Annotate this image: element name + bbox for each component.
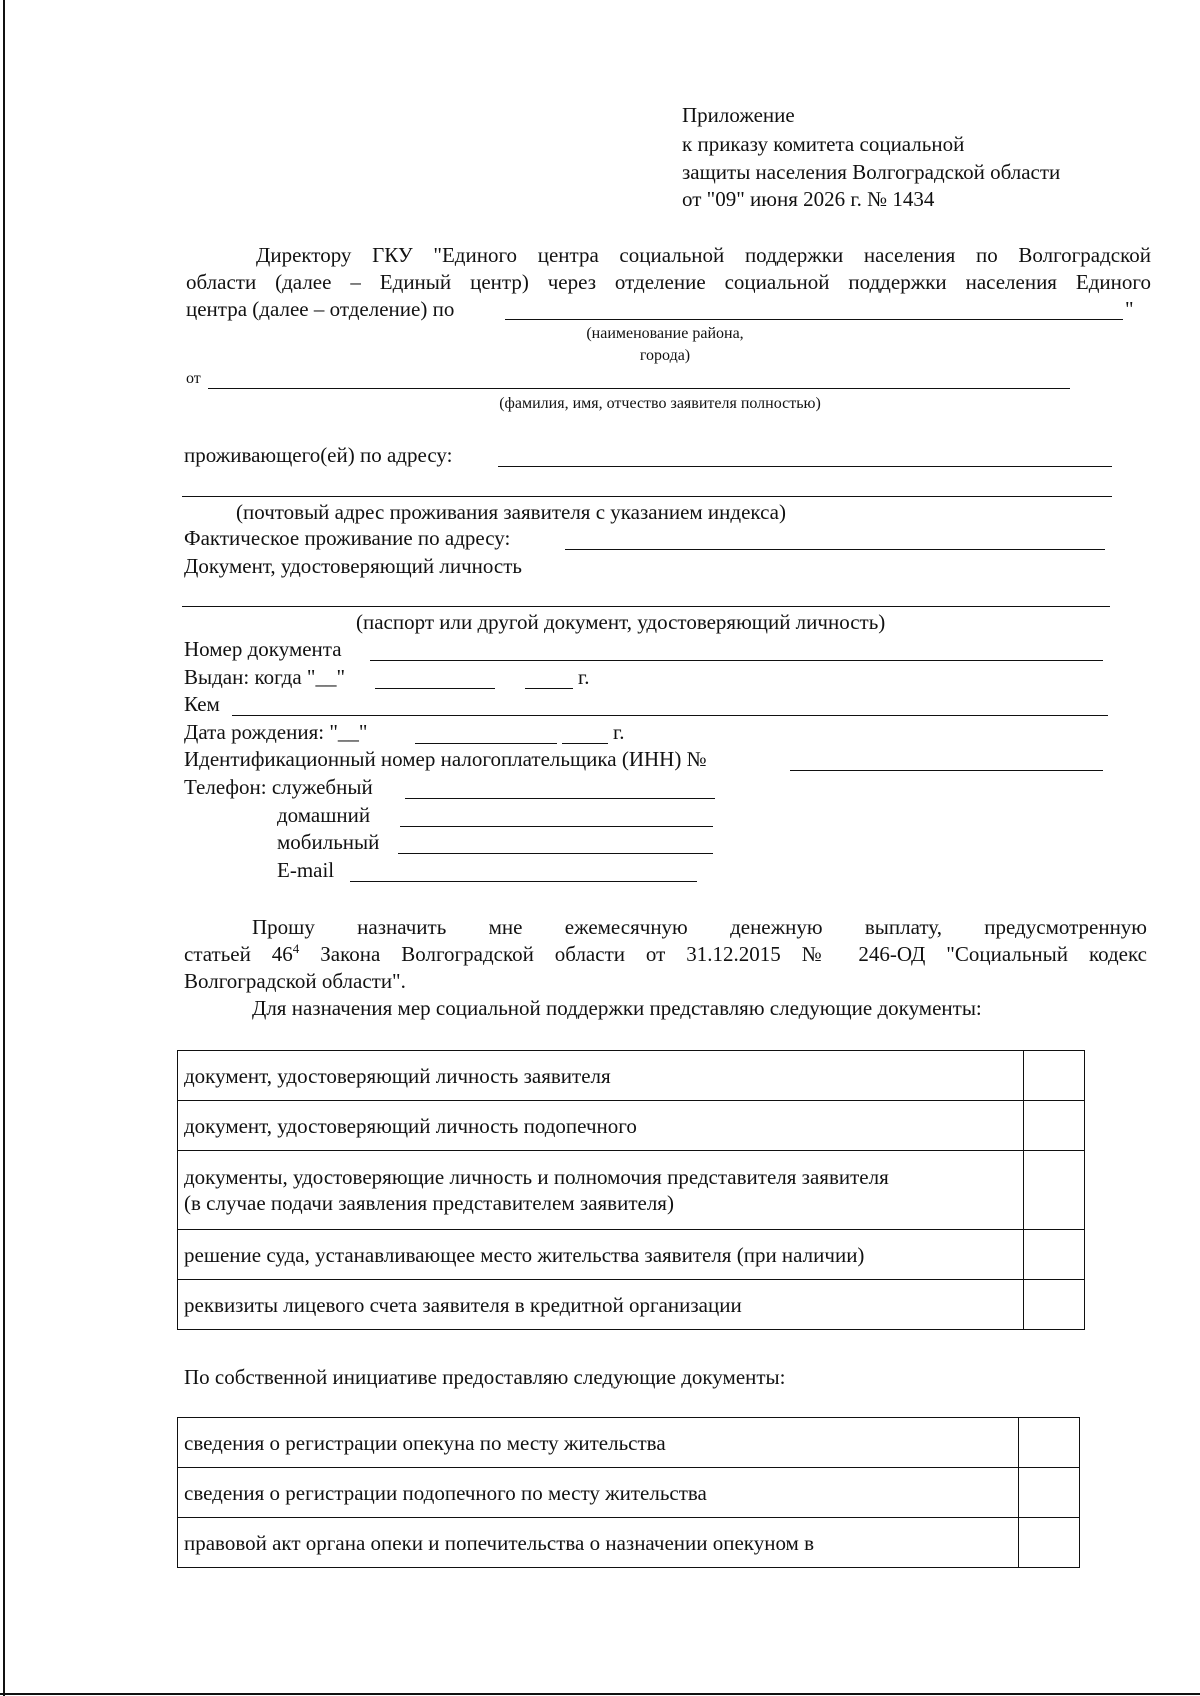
document-name-cell [178, 1101, 1024, 1151]
document-name: документ, удостоверяющий личность заявителя [184, 1063, 611, 1088]
phone-mobile-label: мобильный [277, 830, 380, 854]
document-name: документ, удостоверяющий личность подопечного [184, 1113, 637, 1138]
document-name: правовой акт органа опеки и попечительства о назначении опекуном в [184, 1530, 815, 1555]
document-name-note: (в случае подачи заявления представителем заявителя) [184, 1191, 674, 1215]
document-name: сведения о регистрации подопечного по месту жительства [184, 1480, 707, 1505]
district-hint: города) [639, 347, 691, 364]
document-checkbox-cell[interactable] [1019, 1468, 1080, 1518]
page-bottom-border [0, 1693, 1200, 1695]
required-documents-table [177, 1050, 1085, 1330]
phone-mobile-field[interactable] [398, 853, 713, 854]
birth-year-suffix: г. [613, 720, 625, 744]
request-line: Волгоградской области". [184, 969, 406, 993]
document-name-cell [178, 1468, 1019, 1518]
id-doc-label: Документ, удостоверяющий личность [184, 554, 522, 578]
issued-year-suffix: г. [578, 665, 590, 689]
document-name-cell [178, 1280, 1024, 1330]
document-checkbox-cell[interactable] [1019, 1418, 1080, 1468]
inn-field[interactable] [790, 770, 1103, 771]
document-checkbox-cell[interactable] [1024, 1101, 1085, 1151]
issued-year-field[interactable] [525, 688, 573, 689]
document-name-cell [178, 1230, 1024, 1280]
addressee-line: центра (далее – отделение) по [186, 297, 455, 321]
residing-address-field[interactable] [498, 466, 1112, 467]
district-hint: (наименование района, [586, 325, 744, 342]
actual-address-label: Фактическое проживание по адресу: [184, 526, 511, 550]
issued-month-field[interactable] [375, 688, 495, 689]
document-name: документы, удостоверяющие личность и полномочия представителя заявителя [184, 1165, 889, 1189]
table-row [178, 1230, 1085, 1280]
doc-number-label: Номер документа [184, 637, 342, 661]
own-initiative-table [177, 1417, 1080, 1568]
document-checkbox-cell[interactable] [1024, 1280, 1085, 1330]
table-row [178, 1051, 1085, 1101]
document-name-cell [178, 1051, 1024, 1101]
document-name-cell [178, 1418, 1019, 1468]
table-row [178, 1151, 1085, 1230]
document-name-cell [178, 1151, 1024, 1230]
addressee-line: Директору ГКУ "Единого центра социальной поддержки населения по Волгоградской [256, 243, 1151, 267]
docs-intro: Для назначения мер социальной поддержки представляю следующие документы: [252, 996, 982, 1020]
issued-by-label: Кем [184, 692, 220, 716]
document-checkbox-cell[interactable] [1024, 1230, 1085, 1280]
id-doc-hint: (паспорт или другой документ, удостоверяющий личность) [356, 610, 886, 634]
phone-home-field[interactable] [400, 826, 713, 827]
table-row [178, 1101, 1085, 1151]
addressee-line: области (далее – Единый центр) через отделение социальной поддержки населения Единого [186, 270, 1151, 294]
request-line: Прошу назначить мне ежемесячную денежную выплату, предусмотренную [252, 915, 1147, 939]
issued-by-field[interactable] [232, 715, 1108, 716]
document-checkbox-cell[interactable] [1019, 1518, 1080, 1568]
doc-number-field[interactable] [370, 660, 1103, 661]
table-row [178, 1518, 1080, 1568]
header-line: Приложение [682, 103, 795, 127]
district-field[interactable] [505, 319, 1123, 320]
table-row [178, 1418, 1080, 1468]
actual-address-field[interactable] [565, 549, 1105, 550]
from-label: от [186, 370, 201, 387]
id-doc-field[interactable] [182, 606, 1110, 607]
address-hint: (почтовый адрес проживания заявителя с указанием индекса) [236, 500, 786, 524]
header-line: защиты населения Волгоградской области [682, 160, 1061, 184]
applicant-name-field[interactable] [208, 388, 1070, 389]
close-quote: " [1125, 297, 1134, 321]
own-initiative-intro: По собственной инициативе предоставляю следующие документы: [184, 1365, 786, 1389]
document-name: сведения о регистрации опекуна по месту жительства [184, 1430, 666, 1455]
page-left-border [3, 0, 5, 1696]
phone-work-field[interactable] [405, 798, 715, 799]
table-row [178, 1280, 1085, 1330]
applicant-name-hint: (фамилия, имя, отчество заявителя полностью) [499, 395, 821, 412]
birth-year-field[interactable] [562, 743, 608, 744]
document-checkbox-cell[interactable] [1024, 1051, 1085, 1101]
phone-work-label: Телефон: служебный [184, 775, 373, 799]
document-name: реквизиты лицевого счета заявителя в кредитной организации [184, 1292, 742, 1317]
inn-label: Идентификационный номер налогоплательщика (ИНН) № [184, 747, 707, 771]
header-line: от "09" июня 2026 г. № 1434 [682, 187, 935, 211]
birth-month-field[interactable] [415, 743, 557, 744]
header-line: к приказу комитета социальной [682, 132, 965, 156]
residing-address-field-2[interactable] [182, 496, 1112, 497]
birth-date-label: Дата рождения: "__" [184, 720, 368, 744]
request-line: статьей $46^4$ Закона Волгоградской области от 31.12.2015 № 246-ОД "Социальный кодекс [184, 941, 1147, 966]
document-checkbox-cell[interactable] [1024, 1151, 1085, 1230]
residing-label: проживающего(ей) по адресу: [184, 443, 453, 467]
document-name: решение суда, устанавливающее место жительства заявителя (при наличии) [184, 1242, 865, 1267]
issued-when-label: Выдан: когда "__" [184, 665, 346, 689]
document-name-cell [178, 1518, 1019, 1568]
table-row [178, 1468, 1080, 1518]
phone-home-label: домашний [277, 803, 371, 827]
email-field[interactable] [350, 881, 697, 882]
email-label: E-mail [277, 858, 335, 882]
